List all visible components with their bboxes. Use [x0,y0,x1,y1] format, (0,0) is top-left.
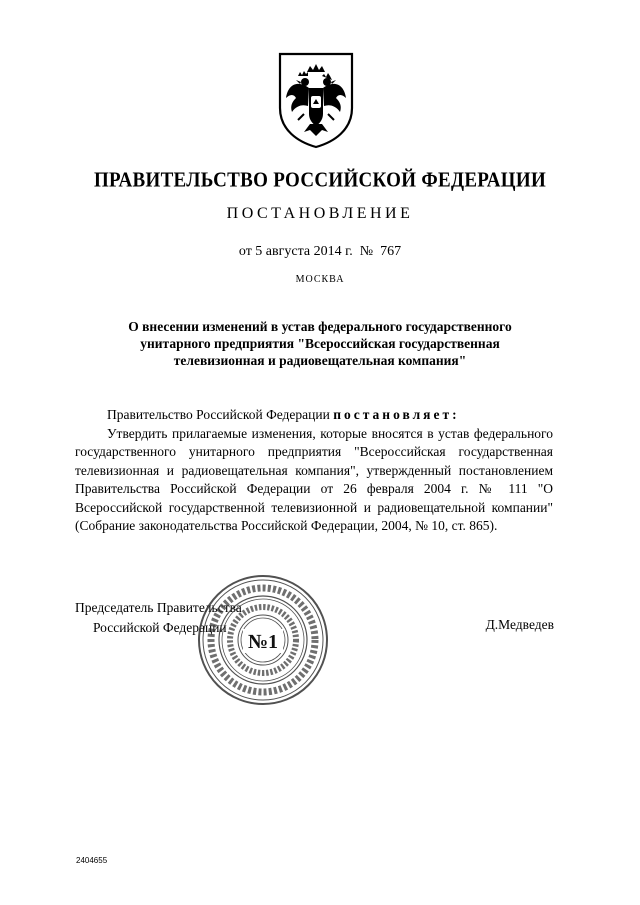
subject-line-3: телевизионная и радиовещательная компания" [173,353,467,368]
document-code: 2404655 [76,856,108,865]
document-body [75,406,553,536]
document-city: МОСКВА [295,274,345,285]
main-paragraph: Утвердить прилагаемые изменения, которые вносятся в устав федерального государственного унитарного предприятия "Всероссийская государственная телевизионная и радиовещательная компания", утвержденный постановлением Правительства Российской Федерации от 26 февраля 2004 г. № 111 "О Всероссийской государственной телевизионной и радиовещательной компании" (Собрание законодательства Российской Федерации, 2004, № 10, ст. 865). [75,425,553,533]
seal-number: №1 [247,631,279,653]
russian-coat-of-arms-icon [276,50,356,150]
subject-line-2: унитарного предприятия "Всероссийская государственная [140,336,500,351]
document-subject [90,318,550,369]
intro-verb: постановляет: [333,407,460,422]
document-type: ПОСТАНОВЛЕНИЕ [226,205,414,222]
government-title: ПРАВИТЕЛЬСТВО РОССИЙСКОЙ ФЕДЕРАЦИИ [93,168,547,193]
official-seal-icon [196,573,330,707]
intro-prefix: Правительство Российской Федерации [107,407,334,422]
intro-line [75,406,553,425]
signatory-title-line-1: Председатель Правительства [75,600,242,615]
document-date-number: от 5 августа 2014 г. № 767 [238,244,402,259]
subject-line-1: О внесении изменений в устав федерального государственного [128,319,512,334]
signatory-title-line-2: Российской Федерации [93,620,227,635]
signatory-name: Д.Медведев [485,617,554,632]
